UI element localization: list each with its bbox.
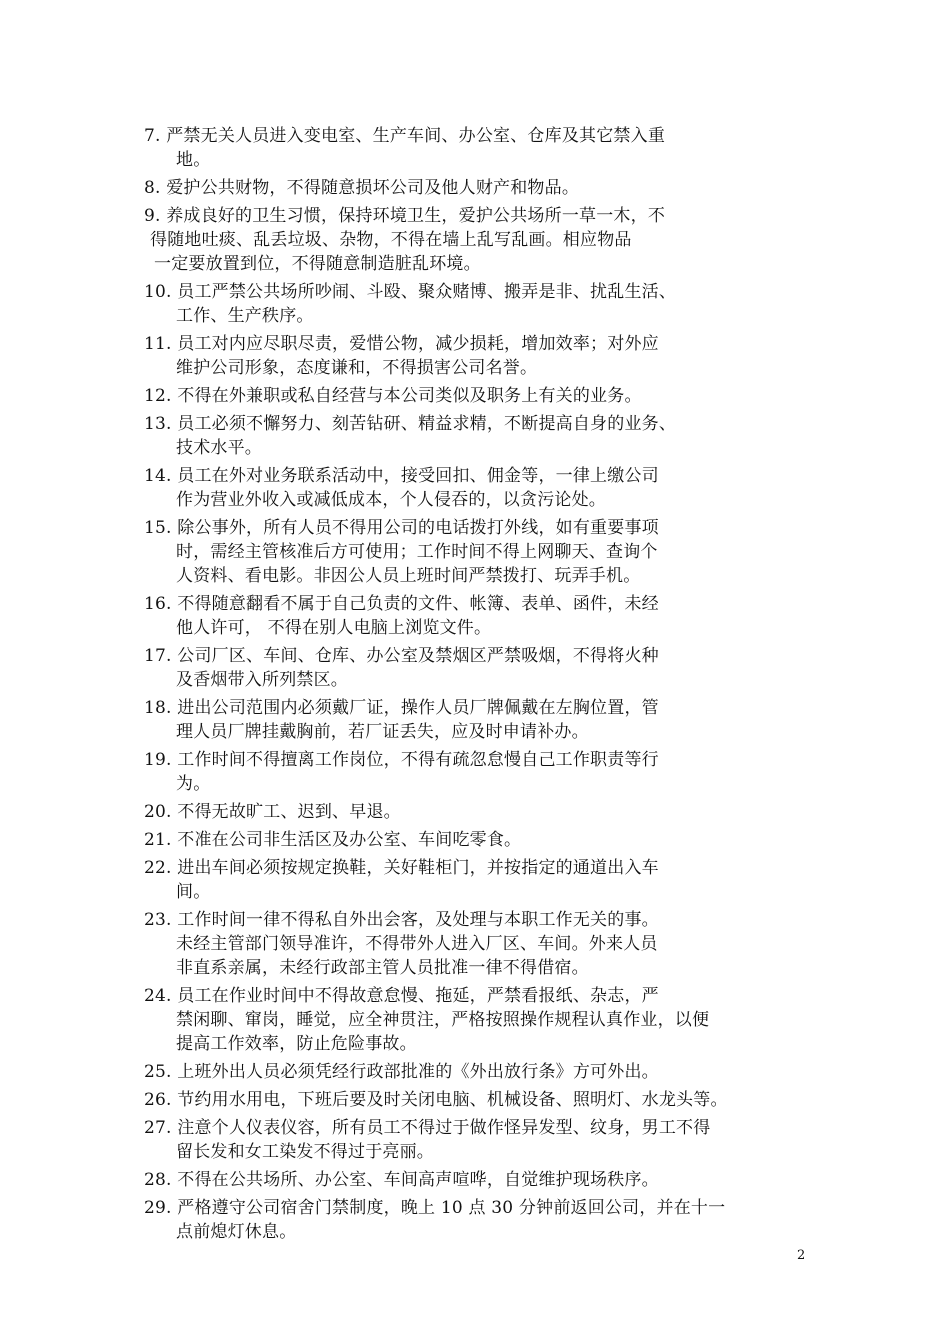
rule-line: 24. 员工在作业时间中不得故意怠慢、拖延，严禁看报纸、杂志，严 [144, 986, 659, 1006]
rule-continuation-line: 得随地吐痰、乱丢垃圾、杂物，不得在墙上乱写乱画。相应物品 [150, 230, 632, 250]
rule-continuation-line: 地。 [176, 150, 211, 170]
rule-line: 9. 养成良好的卫生习惯，保持环境卫生，爱护公共场所一草一木，不 [144, 206, 666, 226]
rule-continuation-line: 为。 [176, 774, 211, 794]
rule-continuation-line: 提高工作效率，防止危险事故。 [176, 1034, 417, 1054]
rule-line: 8. 爱护公共财物，不得随意损坏公司及他人财产和物品。 [144, 178, 580, 198]
rule-continuation-line: 一定要放置到位，不得随意制造脏乱环境。 [154, 254, 481, 274]
rule-item [144, 592, 804, 640]
rule-line: 14. 员工在外对业务联系活动中，接受回扣、佣金等，一律上缴公司 [144, 466, 659, 486]
rule-item [144, 748, 804, 796]
rule-continuation-line: 技术水平。 [176, 438, 262, 458]
rule-line: 22. 进出车间必须按规定换鞋，关好鞋柜门，并按指定的通道出入车 [144, 858, 659, 878]
rule-line: 20. 不得无故旷工、迟到、早退。 [144, 802, 401, 822]
rule-line: 28. 不得在公共场所、办公室、车间高声喧哗，自觉维护现场秩序。 [144, 1170, 659, 1190]
rule-item [144, 696, 804, 744]
rule-line: 23. 工作时间一律不得私自外出会客，及处理与本职工作无关的事。 [144, 910, 659, 930]
page-number: 2 [797, 1248, 806, 1263]
rule-line: 7. 严禁无关人员进入变电室、生产车间、办公室、仓库及其它禁入重 [144, 126, 666, 146]
rule-item [144, 176, 804, 200]
rule-item [144, 464, 804, 512]
rule-line: 15. 除公事外，所有人员不得用公司的电话拨打外线，如有重要事项 [144, 518, 659, 538]
rule-item [144, 1060, 804, 1084]
rule-line: 29. 严格遵守公司宿舍门禁制度，晚上 10 点 30 分钟前返回公司，并在十一 [144, 1198, 726, 1218]
rule-continuation-line: 非直系亲属，未经行政部主管人员批准一律不得借宿。 [176, 958, 589, 978]
rule-line: 19. 工作时间不得擅离工作岗位，不得有疏忽怠慢自己工作职责等行 [144, 750, 659, 770]
rule-item [144, 1088, 804, 1112]
rule-continuation-line: 时，需经主管核准后方可使用；工作时间不得上网聊天、查询个 [176, 542, 658, 562]
rule-item [144, 384, 804, 408]
rule-item [144, 1116, 804, 1164]
rule-continuation-line: 理人员厂牌挂戴胸前，若厂证丢失，应及时申请补办。 [176, 722, 589, 742]
rule-continuation-line: 工作、生产秩序。 [176, 306, 314, 326]
rule-line: 17. 公司厂区、车间、仓库、办公室及禁烟区严禁吸烟，不得将火种 [144, 646, 659, 666]
rule-item [144, 516, 804, 588]
rule-item [144, 828, 804, 852]
rule-line: 10. 员工严禁公共场所吵闹、斗殴、聚众赌博、搬弄是非、扰乱生活、 [144, 282, 677, 302]
rules-list [144, 124, 804, 1248]
rule-item [144, 1196, 804, 1244]
rule-continuation-line: 留长发和女工染发不得过于亮丽。 [176, 1142, 434, 1162]
rule-continuation-line: 他人许可， 不得在别人电脑上浏览文件。 [176, 618, 492, 638]
rule-item [144, 984, 804, 1056]
rule-line: 16. 不得随意翻看不属于自己负责的文件、帐簿、表单、函件，未经 [144, 594, 659, 614]
rule-line: 21. 不准在公司非生活区及办公室、车间吃零食。 [144, 830, 522, 850]
rule-item [144, 412, 804, 460]
rule-item [144, 332, 804, 380]
rule-item [144, 280, 804, 328]
rule-line: 12. 不得在外兼职或私自经营与本公司类似及职务上有关的业务。 [144, 386, 642, 406]
rule-continuation-line: 点前熄灯休息。 [176, 1222, 297, 1242]
rule-item [144, 800, 804, 824]
rule-continuation-line: 未经主管部门领导准许，不得带外人进入厂区、车间。外来人员 [176, 934, 658, 954]
rule-line: 11. 员工对内应尽职尽责，爱惜公物，减少损耗，增加效率；对外应 [144, 334, 659, 354]
rule-line: 26. 节约用水用电，下班后要及时关闭电脑、机械设备、照明灯、水龙头等。 [144, 1090, 728, 1110]
rule-item [144, 204, 804, 276]
rule-line: 27. 注意个人仪表仪容，所有员工不得过于做作怪异发型、纹身，男工不得 [144, 1118, 711, 1138]
rule-continuation-line: 作为营业外收入或减低成本，个人侵吞的，以贪污论处。 [176, 490, 606, 510]
rule-item [144, 1168, 804, 1192]
rule-continuation-line: 禁闲聊、窜岗，睡觉，应全神贯注，严格按照操作规程认真作业，以便 [176, 1010, 710, 1030]
rule-continuation-line: 间。 [176, 882, 211, 902]
rule-item [144, 908, 804, 980]
rule-item [144, 644, 804, 692]
rule-item [144, 856, 804, 904]
rule-continuation-line: 维护公司形象，态度谦和，不得损害公司名誉。 [176, 358, 538, 378]
rule-continuation-line: 及香烟带入所列禁区。 [176, 670, 348, 690]
rule-continuation-line: 人资料、看电影。非因公人员上班时间严禁拨打、玩弄手机。 [176, 566, 641, 586]
rule-line: 13. 员工必须不懈努力、刻苦钻研、精益求精，不断提高自身的业务、 [144, 414, 677, 434]
rule-line: 18. 进出公司范围内必须戴厂证，操作人员厂牌佩戴在左胸位置，管 [144, 698, 659, 718]
rule-line: 25. 上班外出人员必须凭经行政部批准的《外出放行条》方可外出。 [144, 1062, 659, 1082]
rule-item [144, 124, 804, 172]
